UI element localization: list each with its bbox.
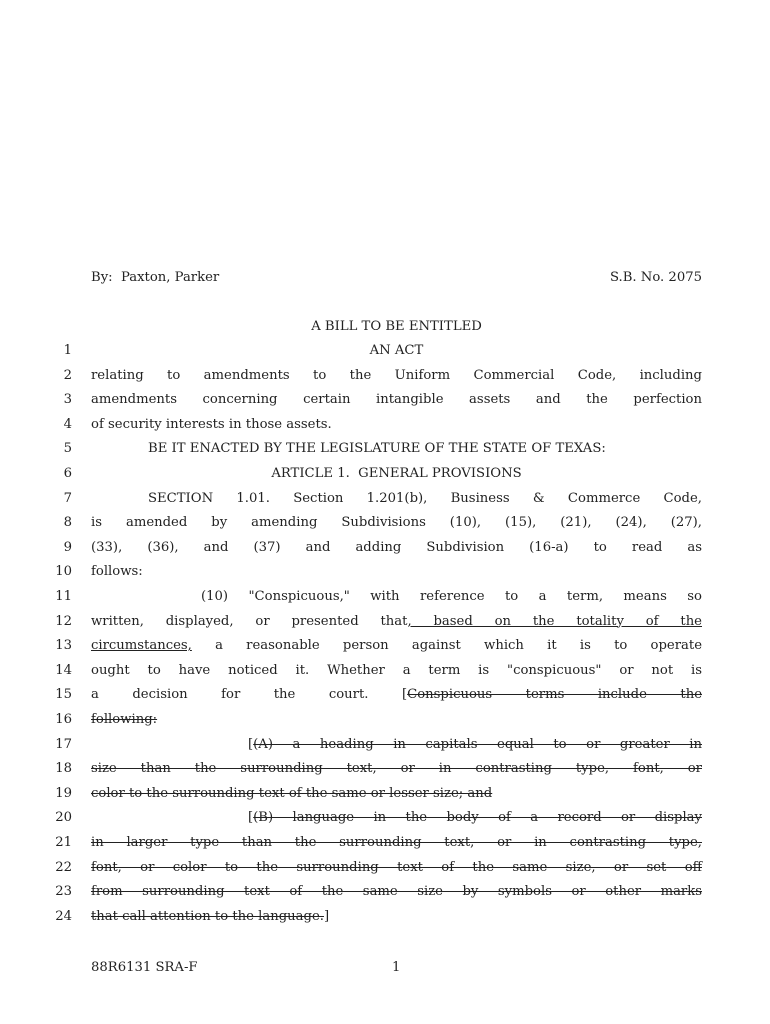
line-number: 24	[55, 908, 72, 924]
deleted-text: that call attention to the language.	[91, 908, 324, 924]
deleted-text: Conspicuous terms include the	[407, 687, 702, 703]
deleted-text: in larger type than the surrounding text, or in contrasting type,	[91, 835, 702, 850]
line-text	[91, 909, 702, 924]
sponsors-line: By: Paxton, Parker	[91, 270, 220, 285]
text-segment: of security interests in those assets.	[91, 416, 332, 432]
text-segment: a decision for the court. [	[91, 687, 408, 703]
line-number: 19	[55, 785, 72, 801]
text-segment: (33), (36), and (37) and adding Subdivision (16-a) to read as	[91, 539, 702, 555]
line-number: 1	[63, 343, 72, 358]
bill-line	[0, 712, 770, 736]
bill-line	[0, 835, 770, 859]
bill-line	[0, 589, 770, 613]
line-number: 23	[55, 884, 72, 900]
bill-line	[0, 860, 770, 884]
line-number: 9	[63, 539, 72, 555]
line-number: 18	[55, 761, 72, 777]
bill-line	[0, 515, 770, 539]
line-text	[91, 564, 702, 579]
line-text	[91, 835, 702, 850]
line-number: 17	[55, 736, 72, 752]
bill-line	[0, 417, 770, 441]
deleted-text: font, or color to the surrounding text of the same size, or set off	[91, 859, 702, 875]
bill-line	[0, 909, 770, 933]
line-number: 16	[55, 712, 72, 727]
line-text	[91, 663, 702, 678]
line-text	[91, 712, 702, 727]
text-segment: is amended by amending Subdivisions (10), (15), (21), (24), (27),	[91, 515, 702, 531]
bill-line	[0, 737, 770, 761]
bill-line	[0, 663, 770, 687]
bill-line	[0, 810, 770, 834]
line-text	[148, 441, 702, 456]
text-segment: AN ACT	[369, 343, 424, 358]
line-number: 4	[63, 416, 72, 432]
bill-line	[0, 614, 770, 638]
line-number: 20	[55, 810, 72, 826]
text-segment: ]	[323, 908, 330, 924]
line-number: 8	[63, 515, 72, 531]
line-text	[248, 810, 702, 825]
bill-line	[0, 441, 770, 465]
deleted-text: size than the surrounding text, or in contrasting type, font, or	[91, 761, 702, 777]
line-number: 6	[63, 466, 72, 481]
line-text	[201, 589, 702, 604]
text-segment: written, displayed, or presented that	[91, 613, 408, 629]
text-segment: ought to have noticed it. Whether a term is "conspicuous" or not is	[91, 662, 702, 678]
line-number: 15	[55, 687, 72, 703]
deleted-text: color to the surrounding text of the same or lesser size; and	[91, 785, 493, 801]
text-segment: BE IT ENACTED BY THE LEGISLATURE OF THE STATE OF TEXAS:	[148, 441, 606, 457]
deleted-text: (A) a heading in capitals equal to or greater in	[253, 736, 702, 752]
line-text	[91, 786, 702, 801]
line-number: 11	[55, 589, 72, 604]
line-text	[91, 515, 702, 530]
line-text	[91, 761, 702, 776]
line-text	[91, 638, 702, 653]
page-number: 1	[392, 960, 401, 975]
line-number: 5	[63, 441, 72, 457]
line-number: 3	[63, 392, 72, 408]
text-segment: (10) "Conspicuous," with reference to a term, means so	[201, 589, 702, 604]
line-number: 7	[63, 490, 72, 506]
text-segment: amendments concerning certain intangible assets and the perfection	[91, 392, 702, 408]
line-text	[248, 737, 702, 752]
line-number: 21	[55, 835, 72, 850]
line-number: 13	[55, 638, 72, 654]
text-segment: SECTION 1.01. Section 1.201(b), Business & Commerce Code,	[148, 490, 702, 506]
line-text	[91, 884, 702, 899]
line-text	[91, 614, 702, 629]
text-segment: ARTICLE 1. GENERAL PROVISIONS	[271, 466, 522, 481]
bill-number: S.B. No. 2075	[609, 270, 702, 285]
line-text	[91, 417, 702, 432]
bill-title: A BILL TO BE ENTITLED	[311, 319, 482, 334]
line-text	[91, 687, 702, 702]
text-segment: follows:	[91, 564, 143, 580]
bill-line	[0, 884, 770, 908]
line-text	[148, 491, 702, 506]
bill-line	[0, 786, 770, 810]
inserted-text: circumstances,	[91, 638, 192, 654]
text-segment: relating to amendments to the Uniform Commercial Code, including	[91, 367, 702, 383]
bill-line	[0, 638, 770, 662]
deleted-text: from surrounding text of the same size by symbols or other marks	[91, 884, 702, 900]
line-text	[91, 343, 702, 358]
bill-line	[0, 466, 770, 490]
line-text	[91, 392, 702, 407]
bill-line	[0, 761, 770, 785]
line-text	[91, 860, 702, 875]
bill-line	[0, 491, 770, 515]
line-number: 14	[55, 662, 72, 678]
bill-line	[0, 392, 770, 416]
bill-line	[0, 687, 770, 711]
line-text	[91, 540, 702, 555]
bill-line	[0, 368, 770, 392]
line-number: 12	[55, 613, 72, 629]
text-segment: [	[248, 736, 254, 752]
line-text	[91, 466, 702, 481]
bill-line	[0, 540, 770, 564]
deleted-text: following:	[91, 712, 158, 727]
document-code: 88R6131 SRA-F	[91, 960, 198, 975]
text-segment: [	[248, 810, 254, 826]
deleted-text: (B) language in the body of a record or display	[253, 810, 702, 826]
inserted-text: , based on the totality of the	[407, 613, 702, 629]
line-number: 2	[63, 367, 72, 383]
bill-line	[0, 343, 770, 367]
line-number: 22	[55, 859, 72, 875]
line-number: 10	[55, 564, 72, 580]
text-segment: a reasonable person against which it is to operate	[191, 638, 702, 654]
line-text	[91, 368, 702, 383]
bill-line	[0, 564, 770, 588]
